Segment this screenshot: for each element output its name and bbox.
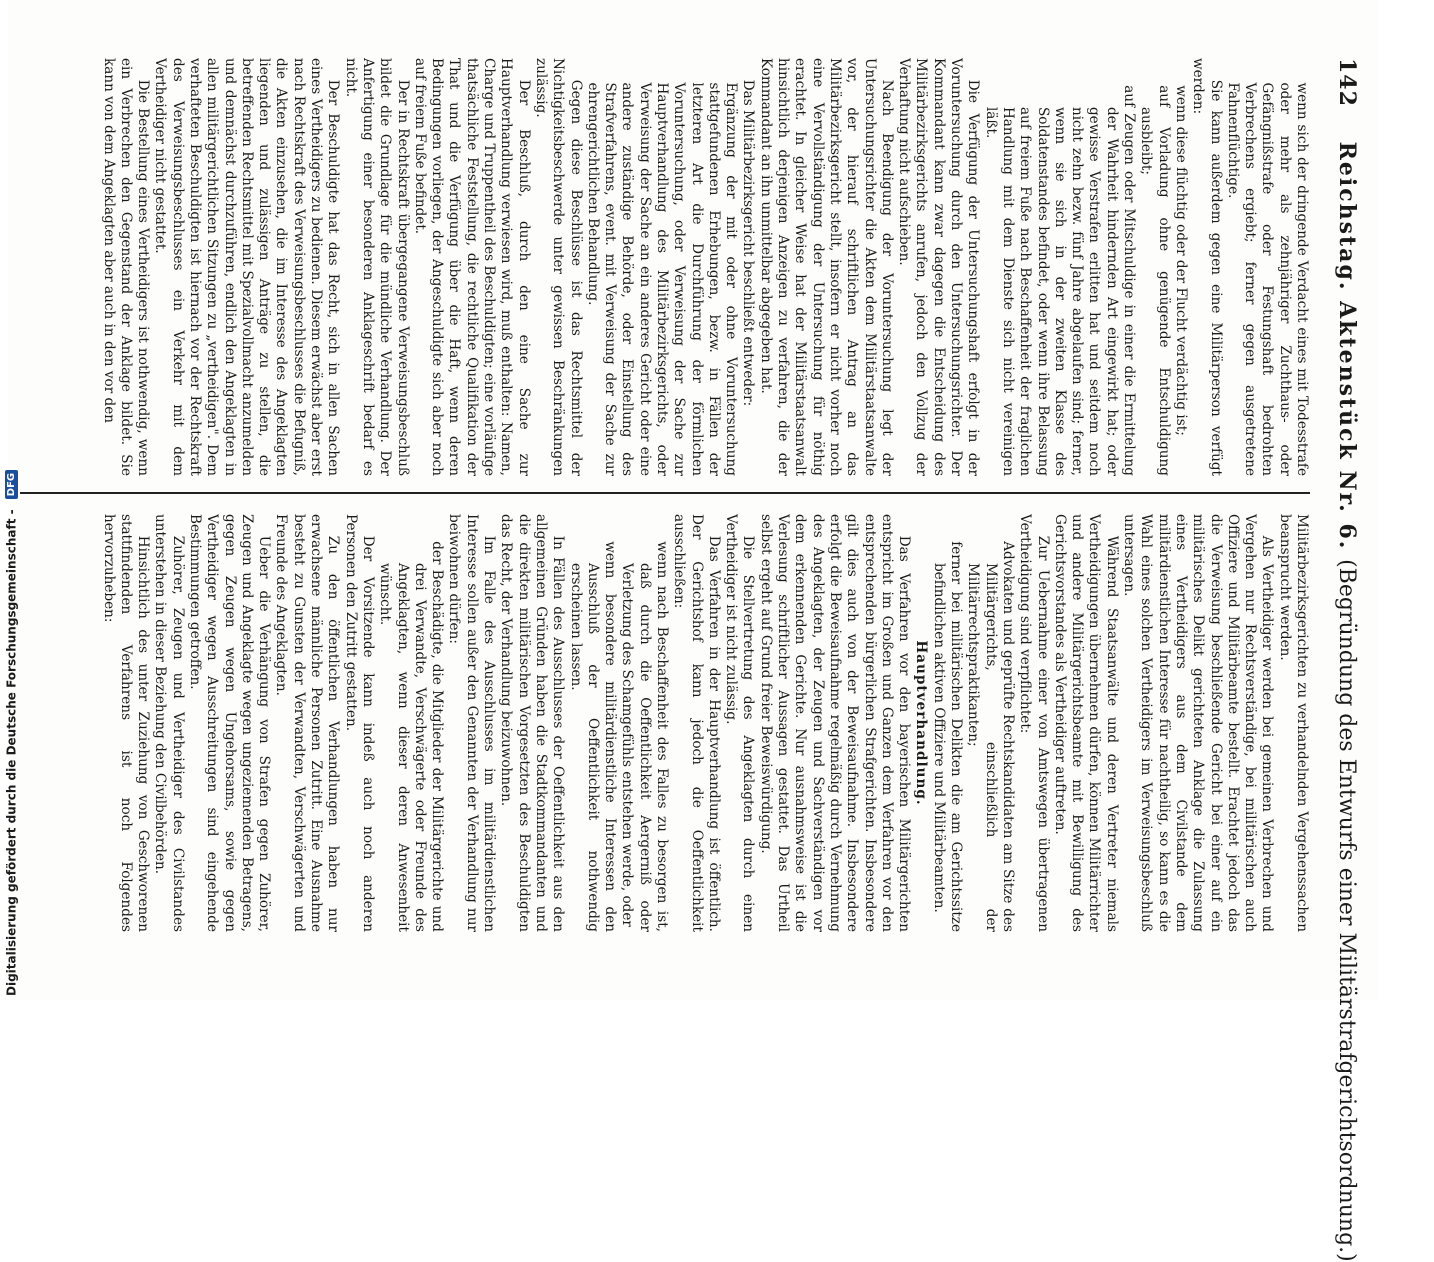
paragraph: auf Zeugen oder Mitschuldige in einer die Ermittelung der Wahrheit hindernden Art eingewirkt hat; oder gewisse Verstrafen erlitten hat und seitdem noch nicht zehn bezw. fünf Jahre abgelaufen sind; ferner, wenn sie sich in der zweiten Klasse des Soldatenstandes befindet, oder wenn ihre Belassung auf freiem Fuße nach Beschaffenheit der fraglichen Handlung mit dem Dienste sich nicht vereinigen läßt. (982, 85, 1138, 476)
paragraph: Ueber die Verhängung von Strafen gegen Zuhörer, Zeugen und Angeklagte wegen ungeziemenden Betragens, gegen Zeugen wegen Ungehorsams, sowie gegen Vertheidiger wegen Ausschreitungen sind eingehende Bestimmungen getroffen. (187, 514, 273, 932)
paragraph: Zur Uebernahme einer von Amtswegen übertragenen Vertheidigung sind verpflichtet: (1017, 514, 1051, 932)
column-divider (20, 492, 1310, 494)
paragraph: Im Falle des Ausschlusses im militärdienstlichen Interesse sollen außer den Genannten der Verhandlung nur beiwohnen dürfen: (446, 514, 498, 932)
credit-text: Digitalisierung gefördert durch die Deutsche Forschungsgemeinschaft - (4, 509, 19, 996)
paragraph: der Beschädigte, die Mitglieder der Militärgerichte und drei Verwandte, Verschwägerte oder Freunde des Angeklagten, wenn dieser deren Anwesenheit wünscht. (377, 541, 446, 932)
paragraph: Advokaten und geprüfte Rechtskandidaten am Sitze des Militärgerichts, einschließlich der Militärrechtspraktikanten; (965, 541, 1016, 932)
paragraph: auf Vorladung ohne genügende Entschuldigung ausbleibt; (1138, 85, 1172, 476)
paragraph: Als Vertheidiger werden bei gemeinen Verbrechen und Vergehen nur Rechtsverständige, bei militärischen auch Offiziere und Militärbeamte bestellt. Erachtet jedoch das die Verweisung beschließende Gericht bei einer auf ein militärisches Delikt gerichteten Anklage die Zulassung eines Vertheidigers aus dem Civilstande dem militärdienstlichen Interesse für nachtheilig, so kann es die Wahl eines solchen Vertheidigers im Verweisungsbeschluß untersagen. (1121, 514, 1276, 932)
paragraph: wenn diese flüchtig oder der Flucht verdächtig ist; (1172, 85, 1189, 436)
digitization-credit (4, 0, 22, 996)
paragraph: Zuhörer, Zeugen und Vertheidiger des Civilstandes unterstehen in dieser Beziehung den Civilbehörden. (152, 514, 186, 932)
paragraph: wenn sich der dringende Verdacht eines mit Todesstrafe oder mehr als zehnjähriger Zuchthaus- oder Gefängnißstrafe oder Festungshaft bedrohten Verbrechens ergiebt; ferner gegen ausgetretene Fahnenflüchtige. (1224, 82, 1310, 476)
paragraph: Während Staatsanwälte und deren Vertreter niemals Vertheidigungen übernehmen dürfen, können Militärrichter und andere Militärgerichtsbeamte mit Bewilligung des Gerichtsvorstandes als Vertheidiger auftreten. (1051, 514, 1120, 932)
paragraph: Der Beschuldigte hat das Recht, sich in allen Sachen eines Vertheidigers zu bedienen. Diesem erwächst aber erst nach Rechtskraft des Verweisungsbeschlusses die Befugniß, die Akten einzusehen, die im Interesse des Angeklagten liegenden und zulässigen Anträge zu stellen, die betreffenden Rechtsmittel mit Spezialvollmacht anzumelden und demnächst durchzuführen, endlich den Angeklagten in allen militärgerichtlichen Sitzungen zu „vertheidigen". Dem verhafteten Beschuldigten ist hiernach vor der Rechtskraft des Verweisungsbeschlusses ein Verkehr mit dem Vertheidiger nicht gestattet. (152, 58, 342, 476)
paragraph: Zu den öffentlichen Verhandlungen haben nur erwachsene männliche Personen Zutritt. Eine Ausnahme besteht zu Gunsten der Verwandten, Verschwägerten und Freunde des Angeklagten. (273, 514, 342, 932)
paragraph: Nach Beendigung der Voruntersuchung legt der Untersuchungsrichter die Akten dem Militärstaatsanwalte vor, der hierauf schriftlichen Antrag an das Militärbezirksgericht stellt, insofern er nicht vorher noch eine Vervollständigung der Untersuchung für nöthig erachtet. In gleicher Weise hat der Militärstaatsanwalt hinsichtlich derjenigen Anzeigen zu verfahren, die der Kommandant an ihn unmittelbar abgegeben hat. (757, 58, 895, 476)
paragraph: In Fällen des Ausschlusses der Oeffentlichkeit aus den allgemeinen Gründen haben die Stadtkommandanten und die direkten militärischen Vorgesetzten des Beschuldigten das Recht, der Verhandlung beizuwohnen. (498, 514, 567, 932)
paragraph: Der in Rechtskraft übergegangene Verweisungsbeschluß bildet die Grundlage für die mündliche Verhandlung. Der Anfertigung einer besonderen Anklageschrift bedarf es nicht. (342, 58, 411, 476)
paragraph: wenn besondere militärdienstliche Interessen den Ausschluß der Oeffentlichkeit nothwendig erscheinen lassen. (567, 541, 619, 932)
paragraph: Der Vorsitzende kann indeß auch noch anderen Personen den Zutritt gestatten. (342, 514, 376, 932)
paragraph: wenn nach Beschaffenheit des Falles zu besorgen ist, daß durch die Oeffentlichkeit Aergerniß oder Verletzung des Schamgefühls entstehen werde, oder (619, 541, 671, 932)
left-text-column (20, 58, 1310, 476)
paragraph: Gegen diese Beschlüsse ist das Rechtsmittel der Nichtigkeitsbeschwerde unter gewissen Beschränkungen zulässig. (532, 58, 584, 476)
right-text-column (20, 514, 1310, 932)
paragraph: Hinsichtlich des unter Zuziehung von Geschworenen stattfindenden Verfahrens ist noch Folgendes hervorzuheben: (100, 514, 152, 932)
paragraph: Das Militärbezirksgericht beschließt entweder: (740, 79, 757, 407)
document-subtitle: (Begründung des Entwurfs einer Militärstrafgerichtsordnung.) (1334, 559, 1359, 1262)
paragraph: Ergänzung der mit oder ohne Voruntersuchung stattgefundenen Erhebungen, bezw. in Fällen der letzteren Art die Durchführung der förmlichen Voruntersuchung, oder Verweisung der Sache zur Hauptverhandlung des Militärbezirksgerichts, oder Verweisung der Sache an ein anderes Gericht oder eine andere zuständige Behörde, oder Einstellung des Strafverfahrens, event. mit Verweisung der Sache zur ehrengerichtlichen Behandlung. (584, 82, 740, 476)
paragraph: Sie kann außerdem gegen eine Militärperson verfügt werden: (1190, 58, 1224, 476)
dfg-logo: DFG (5, 470, 18, 499)
paragraph: Das Verfahren in der Hauptverhandlung ist öffentlich. Der Gerichtshof kann jedoch die Oeffentlichkeit ausschließen: (671, 514, 722, 932)
page-header (1320, 58, 1360, 1262)
document-title: Reichstag. Aktenstück Nr. 6. (1334, 141, 1360, 551)
paragraph: Das Verfahren vor den bayerischen Militärgerichten entspricht im Großen und Ganzen dem Verfahren vor den entsprechenden bürgerlichen Strafgerichten. Insbesondere gilt dies auch von der Beweisaufnahme. Insbesondere erfolgt die Beweisaufnahme regelmäßig durch Vernehmung des Angeklagten, der Zeugen und Sachverständigen vor dem erkennenden Gerichte. Nur ausnahmsweise ist die Verlesung schriftlicher Aussagen gestattet. Das Urtheil selbst ergeht auf Grund freier Beweiswürdigung. (757, 514, 913, 932)
paragraph: Die Stellvertretung des Angeklagten durch einen Vertheidiger ist nicht zulässig. (723, 514, 757, 932)
paragraph: ferner bei militärischen Delikten die am Gerichtssitze befindlichen aktiven Offiziere und Militärbeamten. (930, 541, 965, 932)
section-heading: Hauptverhandlung. (913, 640, 930, 806)
paragraph: Die Verfügung der Untersuchungshaft erfolgt in der Voruntersuchung durch den Untersuchungsrichter. Der Kommandant kann zwar dagegen die Entscheidung des Militärbezirksgerichts anrufen, jedoch den Vollzug der Verhaftung nicht aufschieben. (896, 58, 982, 476)
paragraph: Der Beschluß, durch den eine Sache zur Hauptverhandlung verwiesen wird, muß enthalten: Namen, Charge und Truppentheil des Beschuldigten; eine vorläufige thatsächliche Feststellung, die rechtliche Qualifikation der That und die Verfügung über die Haft, wenn deren Bedingungen vorliegen, der Angeschuldigte sich aber noch auf freiem Fuße befindet. (411, 58, 532, 476)
page-number: 142 (1334, 58, 1360, 107)
document-page (8, 0, 1378, 1262)
paragraph: Militärbezirksgerichten zu verhandelnden Vergehenssachen beansprucht werden. (1276, 514, 1310, 932)
paragraph: Die Bestellung eines Vertheidigers ist nothwendig, wenn ein Verbrechen den Gegenstand der Anklage bildet. Sie kann von dem Angeklagten aber auch in den vor den (100, 58, 152, 476)
